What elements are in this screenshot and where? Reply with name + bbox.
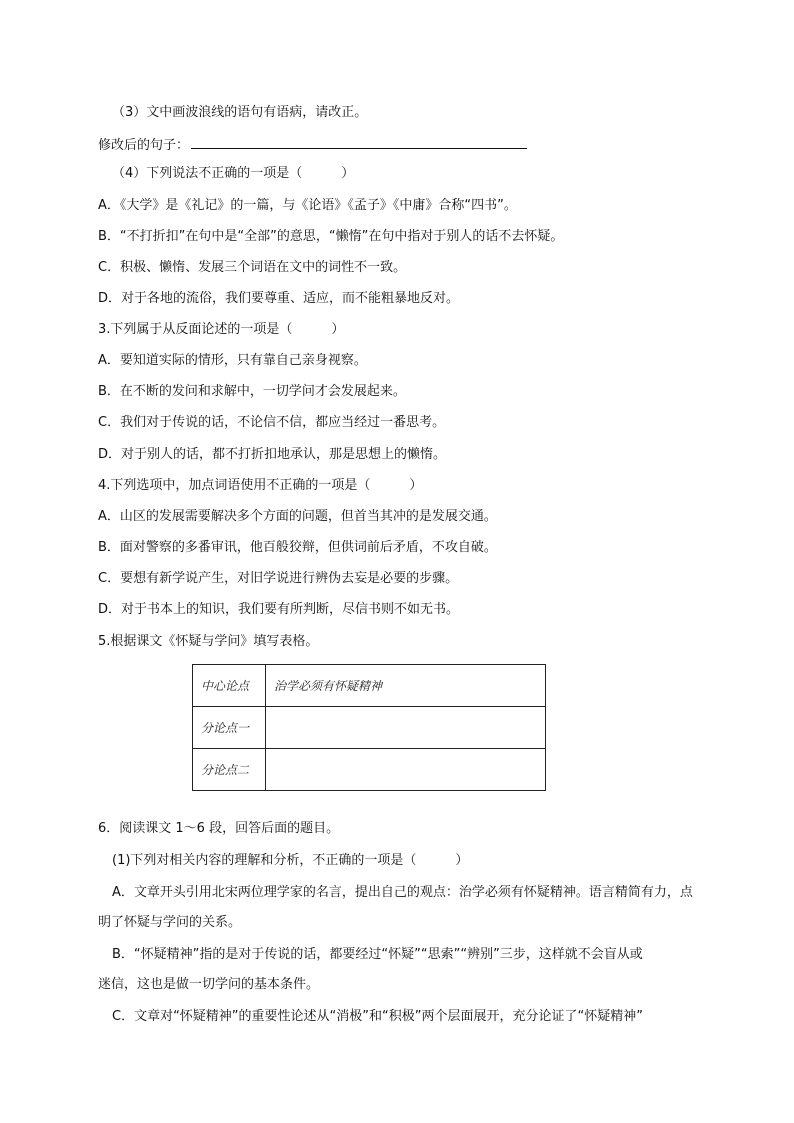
option-a-line-2: 明了怀疑与学问的关系。	[98, 915, 242, 930]
table-cell[interactable]: 治学必须有怀疑精神	[266, 665, 546, 707]
answer-line	[98, 136, 527, 155]
option-d: D．对于别人的话，都不打折扣地承认，那是思想上的懒惰。	[98, 447, 447, 462]
option-c: C．我们对于传说的话，不论信不信，都应当经过一番思考。	[98, 415, 446, 430]
question-3: 3.下列属于从反面论述的一项是（ ）	[98, 322, 345, 337]
table-row	[193, 749, 546, 791]
option-b: B．在不断的发问和求解中，一切学问才会发展起来。	[98, 384, 406, 399]
table-row-label: 分论点二	[193, 749, 266, 791]
option-c: C．积极、懒惰、发展三个词语在文中的词性不一致。	[98, 260, 407, 275]
option-b-line-1: B．“怀疑精神”指的是对于传说的话，都要经过“怀疑”“思索”“辨别”三步，这样就不会盲从或	[112, 947, 643, 962]
option-b: B．“不打折扣”在句中是“全部”的意思，“懒惰”在句中指对于别人的话不去怀疑。	[98, 229, 564, 244]
answer-label: 修改后的句子：	[98, 138, 190, 153]
option-d: D．对于各地的流俗，我们要尊重、适应，而不能粗暴地反对。	[98, 291, 460, 306]
table-row	[193, 665, 546, 707]
question-2-3: （3）文中画波浪线的语句有语病，请改正。	[112, 105, 368, 120]
table-cell[interactable]	[266, 707, 546, 749]
option-b: B．面对警察的多番审讯，他百般狡辩，但供词前后矛盾，不攻自破。	[98, 540, 497, 555]
option-a-line-1: A．文章开头引用北宋两位理学家的名言，提出自己的观点：治学必须有怀疑精神。语言精简有力，点	[112, 885, 693, 900]
option-a: A．要知道实际的情形，只有靠自己亲身视察。	[98, 353, 367, 368]
question-5: 5.根据课文《怀疑与学问》填写表格。	[98, 634, 319, 649]
option-d: D．对于书本上的知识，我们要有所判断，尽信书则不如无书。	[98, 602, 460, 617]
table-row-label: 分论点一	[193, 707, 266, 749]
question-4: 4.下列选项中，加点词语使用不正确的一项是（ ）	[98, 478, 423, 493]
question-6: 6．阅读课文 1～6 段，回答后面的题目。	[98, 821, 340, 836]
table-cell[interactable]	[266, 749, 546, 791]
answer-blank[interactable]	[191, 136, 527, 149]
table-row-label: 中心论点	[193, 665, 266, 707]
option-b-line-2: 迷信，这也是做一切学问的基本条件。	[98, 977, 320, 992]
table-row	[193, 707, 546, 749]
option-c-line-1: C．文章对“怀疑精神”的重要性论述从“消极”和“积极”两个层面展开，充分论证了“怀疑精神”	[112, 1009, 643, 1024]
option-c: C．要想有新学说产生，对旧学说进行辨伪去妄是必要的步骤。	[98, 571, 459, 586]
option-a: A．山区的发展需要解决多个方面的问题，但首当其冲的是发展交通。	[98, 509, 497, 524]
question-2-4: （4）下列说法不正确的一项是（ ）	[112, 166, 355, 181]
argument-table	[192, 664, 546, 791]
question-6-1: (1)下列对相关内容的理解和分析，不正确的一项是（ ）	[112, 853, 469, 868]
option-a: A．《大学》是《礼记》的一篇，与《论语》《孟子》《中庸》合称“四书”。	[98, 198, 517, 213]
